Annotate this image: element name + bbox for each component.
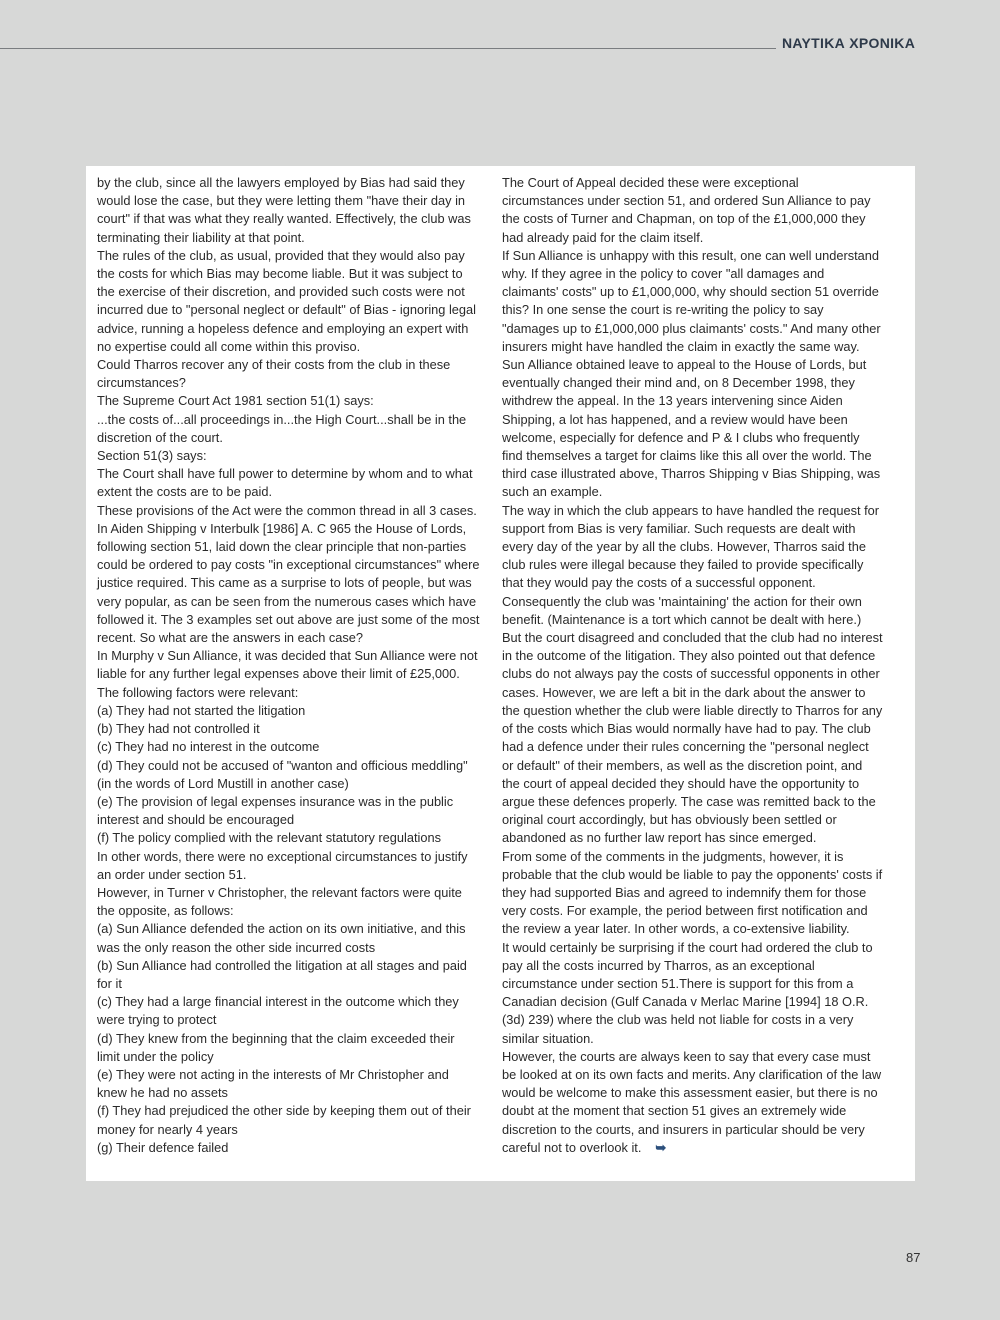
final-paragraph-text: However, the courts are always keen to say that every case must be looked at on its own facts and merits. Any clarification of the law would be welcome to make this assessment easier, but there is no doubt at the moment that section 51 gives an extremely wide discretion to the courts, and insurers in particular should be very careful not to overlook it.	[502, 1048, 882, 1155]
paragraph: Sun Alliance obtained leave to appeal to the House of Lords, but eventually changed their mind and, on 8 December 1998, they withdrew the appeal. In the 13 years intervening since Aiden Shipping, a lot has happened, and a review would have been welcome, especially for defence and P & I clubs who frequently find themselves a target for claims like this all over the world. The third case illustrated above, Tharros Shipping v Bias Shipping, was such an example.	[502, 357, 881, 500]
list-item: (e) The provision of legal expenses insurance was in the public interest and should be encouraged	[97, 793, 454, 828]
paragraph: Could Tharros recover any of their costs from the club in these circumstances?	[97, 357, 451, 391]
list-item: (d) They could not be accused of "wanton and officious meddling" (in the words of Lord Mustill in another case)	[97, 757, 468, 791]
paragraph: The Supreme Court Act 1981 section 51(1) says:	[97, 393, 374, 409]
quotation: The Court shall have full power to determine by whom and to what extent the costs are to be paid.	[97, 466, 473, 500]
paragraph: From some of the comments in the judgments, however, it is probable that the club would be liable to pay the opponents' costs if they had supported Bias and agreed to indemnify them for those very costs. For example, the period between first notification and the review a year later. In other words, a co-extensive liability.	[502, 848, 883, 937]
paragraph: Section 51(3) says:	[97, 448, 207, 464]
paragraph: In Aiden Shipping v Interbulk [1986] A. C 965 the House of Lords, following section 51, laid down the clear principle that non-parties could be ordered to pay costs "in exceptional circumstances" where justice required. This came as a surprise to lots of people, but was very popular, as can be seen from the numerous cases which have followed it. The 3 examples set out above are just some of the most recent. So what are the answers in each case?	[97, 520, 480, 646]
end-of-article-icon: ➥	[655, 1139, 667, 1155]
paragraph: The following factors were relevant:	[97, 684, 299, 700]
paragraph: However, in Turner v Christopher, the relevant factors were quite the opposite, as follows:	[97, 884, 462, 919]
paragraph: The rules of the club, as usual, provided that they would also pay the costs for which Bias may become liable. But it was subject to the exercise of their discretion, and provided such costs were not incurred due to "personal neglect or default" of Bias - ignoring legal advice, running a hopeless defence and employing an expert with no expertise could all come within this proviso.	[97, 247, 477, 354]
header-rule	[0, 48, 776, 49]
list-item: (d) They knew from the beginning that the claim exceeded their limit under the policy	[97, 1030, 455, 1064]
list-item: (c) They had no interest in the outcome	[97, 739, 320, 755]
article-left-column	[97, 174, 480, 1157]
list-item: (b) They had not controlled it	[97, 721, 260, 737]
list-item: (c) They had a large financial interest in the outcome which they were trying to protect	[97, 994, 459, 1028]
list-item: (e) They were not acting in the interests of Mr Christopher and knew he had no assets	[97, 1066, 449, 1101]
paragraph: These provisions of the Act were the common thread in all 3 cases.	[97, 502, 477, 518]
list-item: (b) Sun Alliance had controlled the litigation at all stages and paid for it	[97, 957, 467, 991]
list-item: (f) The policy complied with the relevant statutory regulations	[97, 830, 442, 846]
paragraph: If Sun Alliance is unhappy with this result, one can well understand why. If they agree in the policy to cover "all damages and claimants' costs" up to £1,000,000, why should section 51 override this? In one sense the court is re-writing the policy to say "damages up to £1,000,000 plus claimants' costs." And many other insurers might have handled the claim in exactly the same way.	[502, 247, 881, 354]
paragraph: In Murphy v Sun Alliance, it was decided that Sun Alliance were not liable for any further legal expenses above their limit of £25,000.	[97, 648, 478, 682]
list-item: (a) They had not started the litigation	[97, 702, 306, 718]
paragraph: The Court of Appeal decided these were exceptional circumstances under section 51, and ordered Sun Alliance to pay the costs of Turner and Chapman, on top of the £1,000,000 they had already paid for the claim itself.	[502, 175, 871, 245]
quotation: ...the costs of...all proceedings in...the High Court...shall be in the discretion of the court.	[97, 411, 467, 445]
paragraph: by the club, since all the lawyers employed by Bias had said they would lose the case, but they were letting them "have their day in court" if that was what they really wanted. Effectively, the club was terminating their liability at that point.	[97, 175, 471, 245]
magazine-title: ΝΑΥΤΙΚΑ ΧΡΟΝΙΚΑ	[782, 35, 916, 51]
paragraph: It would certainly be surprising if the court had ordered the club to pay all the costs incurred by Tharros, as an exceptional circumstance under section 51.There is support for this from a Canadian decision (Gulf Canada v Merlac Marine [1994] 18 O.R. (3d) 239) where the club was held not liable for costs in a very similar situation.	[502, 939, 873, 1046]
list-item: (a) Sun Alliance defended the action on its own initiative, and this was the only reason the other side incurred costs	[97, 921, 466, 955]
page-number: 87	[906, 1250, 921, 1265]
article-right-column	[502, 174, 883, 1157]
paragraph: In other words, there were no exceptional circumstances to justify an order under section 51.	[97, 848, 468, 882]
paragraph: The way in which the club appears to have handled the request for support from Bias is very familiar. Such requests are dealt with every day of the year by all the clubs. However, Tharros said the club rules were illegal because they failed to provide specifically that they would pay the costs of a successful opponent. Consequently the club was 'maintaining' the action for their own benefit. (Maintenance is a tort which cannot be dealt with here.) But the court disagreed and concluded that the club had no interest in the outcome of the litigation. They also pointed out that defence clubs do not always pay the costs of successful opponents in other cases. However, we are left a bit in the dark about the answer to the question whether the club were liable directly to Tharros for any of the costs which Bias would normally have had to pay. The club had a defence under their rules concerning the "personal neglect or default" of their members, as well as the discretion point, and the court of appeal decided they should have the opportunity to argue these defences properly. The case was remitted back to the original court accordingly, but has obviously been settled or abandoned as no further law report has since emerged.	[502, 502, 883, 846]
list-item: (g) Their defence failed	[97, 1139, 229, 1155]
paragraph	[502, 1048, 883, 1157]
list-item: (f) They had prejudiced the other side by keeping them out of their money for nearly 4 years	[97, 1103, 471, 1137]
